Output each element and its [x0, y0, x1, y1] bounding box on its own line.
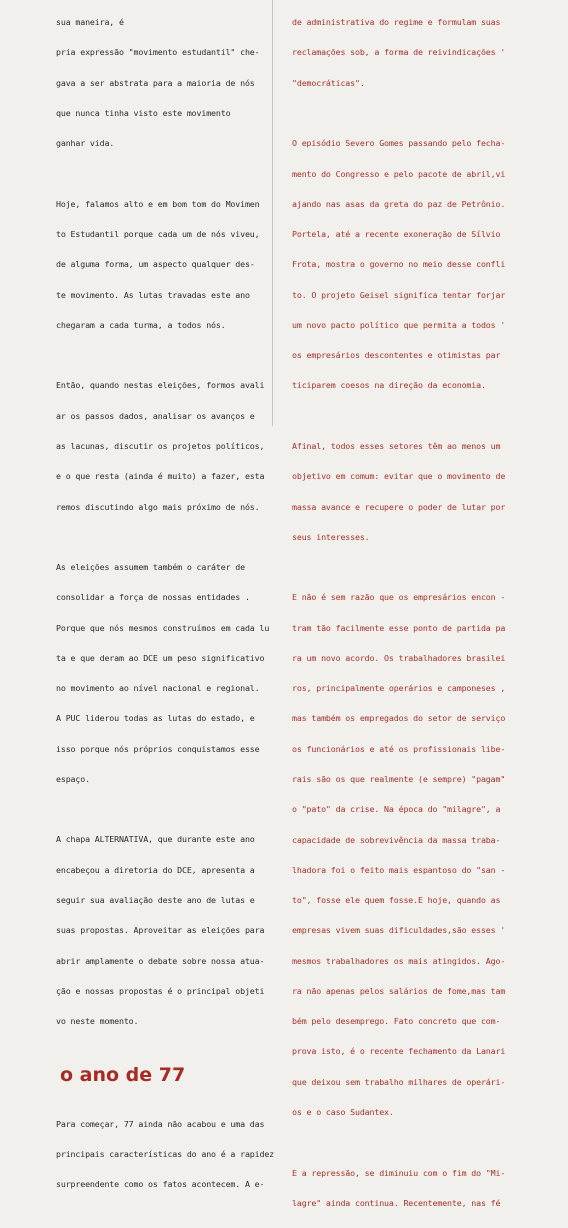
text-line: prova isto, é o recente fechamento da Lanari — [292, 1046, 506, 1057]
text-line: to. O projeto Geisel significa tentar forjar — [292, 289, 506, 300]
text-line: Então, quando nestas eleições, formos avali — [56, 380, 265, 391]
text-line: remos discutindo algo mais próximo de nós. — [56, 501, 260, 512]
text-line: que deixou sem trabalho milhares de operári- — [292, 1076, 506, 1087]
text-line: ção e nossas propostas é o principal objeti — [56, 985, 265, 996]
text-line: pria expressão "movimento estudantil" che- — [56, 47, 260, 58]
text-line: "democráticas". — [292, 77, 365, 88]
text-line: encabeçou a diretoria do DCE, apresenta a — [56, 864, 255, 875]
text-line: sua maneira, é — [56, 17, 124, 28]
text-line: Frota, mostra o governo no meio desse confli — [292, 259, 506, 270]
text-line: seguir sua avaliação deste ano de lutas e — [56, 894, 255, 905]
text-line: bém pelo desemprego. Fato concreto que com- — [292, 1016, 501, 1027]
text-line: abrir amplamente o debate sobre nossa atua- — [56, 955, 265, 966]
text-line: no movimento ao nível nacional e regional. — [56, 683, 260, 694]
text-line: E a repressão, se diminuiu com o fim do "Mi- — [292, 1167, 506, 1178]
text-line: capacidade de sobrevivência da massa traba- — [292, 834, 501, 845]
text-line: seus interesses. — [292, 531, 370, 542]
text-line: reclamações sob, a forma de reivindicações ' — [292, 47, 506, 58]
text-line: e o que resta (ainda é muito) a fazer, esta — [56, 471, 265, 482]
left-paragraph-4 — [56, 814, 266, 1046]
text-line: lhadora foi o feito mais espantoso do "san - — [292, 864, 506, 875]
text-line: tram tão facilmente esse ponto de partida pa — [292, 622, 506, 633]
text-line: isso porque nós próprios conquistamos esse — [56, 743, 260, 754]
text-line: ros, principalmente operários e camponeses , — [292, 683, 506, 694]
left-paragraph-2 — [56, 360, 266, 532]
text-line: mento do Congresso e pelo pacote de abril,vi — [292, 168, 506, 179]
right-intro-paragraph — [292, 0, 564, 108]
text-line: os empresários descontentes e otimistas par — [292, 350, 501, 361]
text-line: principais características do ano é a rapidez — [56, 1148, 275, 1159]
text-line: Para começar, 77 ainda não acabou e uma das — [56, 1118, 265, 1129]
right-paragraph-1 — [292, 118, 564, 411]
right-paragraph-4 — [292, 1147, 564, 1228]
text-line: o "pato" da crise. Na época do "milagre", a — [292, 804, 501, 815]
text-line: espaço. — [56, 773, 90, 784]
left-paragraph-1 — [56, 179, 266, 351]
text-line: O episódio Severo Gomes passando pelo fecha- — [292, 138, 506, 149]
text-line: mesmos trabalhadores os mais atingidos. Ago- — [292, 955, 506, 966]
text-line: ra um novo acordo. Os trabalhadores brasilei — [292, 652, 506, 663]
text-line: chegaram a cada turma, a todos nós. — [56, 319, 226, 330]
left-paragraph-3 — [56, 542, 270, 804]
text-line: to Estudantil porque cada um de nós viveu, — [56, 229, 260, 240]
text-line: ticiparem coesos na direção da economia. — [292, 380, 486, 391]
right-paragraph-2 — [292, 421, 564, 562]
text-line: Afinal, todos esses setores têm ao menos um — [292, 440, 501, 451]
text-line: massa avance e recupere o poder de lutar por — [292, 501, 506, 512]
text-line: E não é sem razão que os empresários encon - — [292, 592, 506, 603]
left-paragraph-5 — [56, 1098, 275, 1209]
text-line: ra não apenas pelos salários de fome,mas tam — [292, 985, 506, 996]
section-heading: o ano de 77 — [60, 1064, 186, 1087]
text-line: consolidar a força de nossas entidades . — [56, 592, 250, 603]
text-line: empresas vivem suas dificuldades,são esses ' — [292, 925, 506, 936]
text-line: ganhar vida. — [56, 138, 115, 149]
text-line: ta e que deram ao DCE um peso significativo — [56, 652, 265, 663]
text-line: ar os passos dados, analisar os avanços e — [56, 410, 255, 421]
text-line: suas propostas. Aproveitar as eleições para — [56, 925, 265, 936]
text-line: objetivo em comum: evitar que o movimento de — [292, 471, 506, 482]
text-line: os e o caso Sudantex. — [292, 1107, 394, 1118]
text-line: de administrativa do regime e formulam suas — [292, 17, 501, 28]
text-line: A chapa ALTERNATIVA, que durante este ano — [56, 834, 255, 845]
text-line: Portela, até a recente exoneração de Sílvio — [292, 229, 501, 240]
left-column — [56, 0, 275, 1209]
left-intro-paragraph — [56, 0, 266, 169]
text-line: de alguma forma, um aspecto qualquer des- — [56, 259, 255, 270]
text-line: As eleições assumem também o caráter de — [56, 561, 245, 572]
text-line: os funcionários e até os profissionais libe- — [292, 743, 506, 754]
text-line: um novo pacto político que permita a todos ' — [292, 319, 506, 330]
text-line: vo neste momento. — [56, 1016, 139, 1027]
text-line: Porque que nós mesmos construímos em cada lu — [56, 622, 270, 633]
text-line: lagre" ainda continua. Recentemente, nas fé — [292, 1197, 501, 1208]
text-line: rais são os que realmente (e sempre) "pagam" — [292, 773, 506, 784]
text-line: Hoje, falamos alto e em bom tom do Movimen — [56, 198, 260, 209]
right-paragraph-3 — [292, 572, 564, 1137]
text-line: A PUC liderou todas as lutas do estado, e — [56, 713, 255, 724]
text-line: as lacunas, discutir os projetos políticos, — [56, 440, 265, 451]
text-line: mas também os empregados do setor de serviço — [292, 713, 506, 724]
text-line: te movimento. As lutas travadas este ano — [56, 289, 250, 300]
text-line: que nunca tinha visto este movimento — [56, 108, 231, 119]
column-divider — [272, 0, 273, 426]
text-line: ajando nas asas da greta do paz de Petrônio. — [292, 198, 506, 209]
text-line: gava a ser abstrata para a maioria de nós — [56, 77, 255, 88]
text-line: surpreendente como os fatos acontecem. A e- — [56, 1179, 265, 1190]
right-column — [292, 0, 564, 1228]
text-line: to", fosse ele quem fosse.E hoje, quando as — [292, 895, 501, 906]
